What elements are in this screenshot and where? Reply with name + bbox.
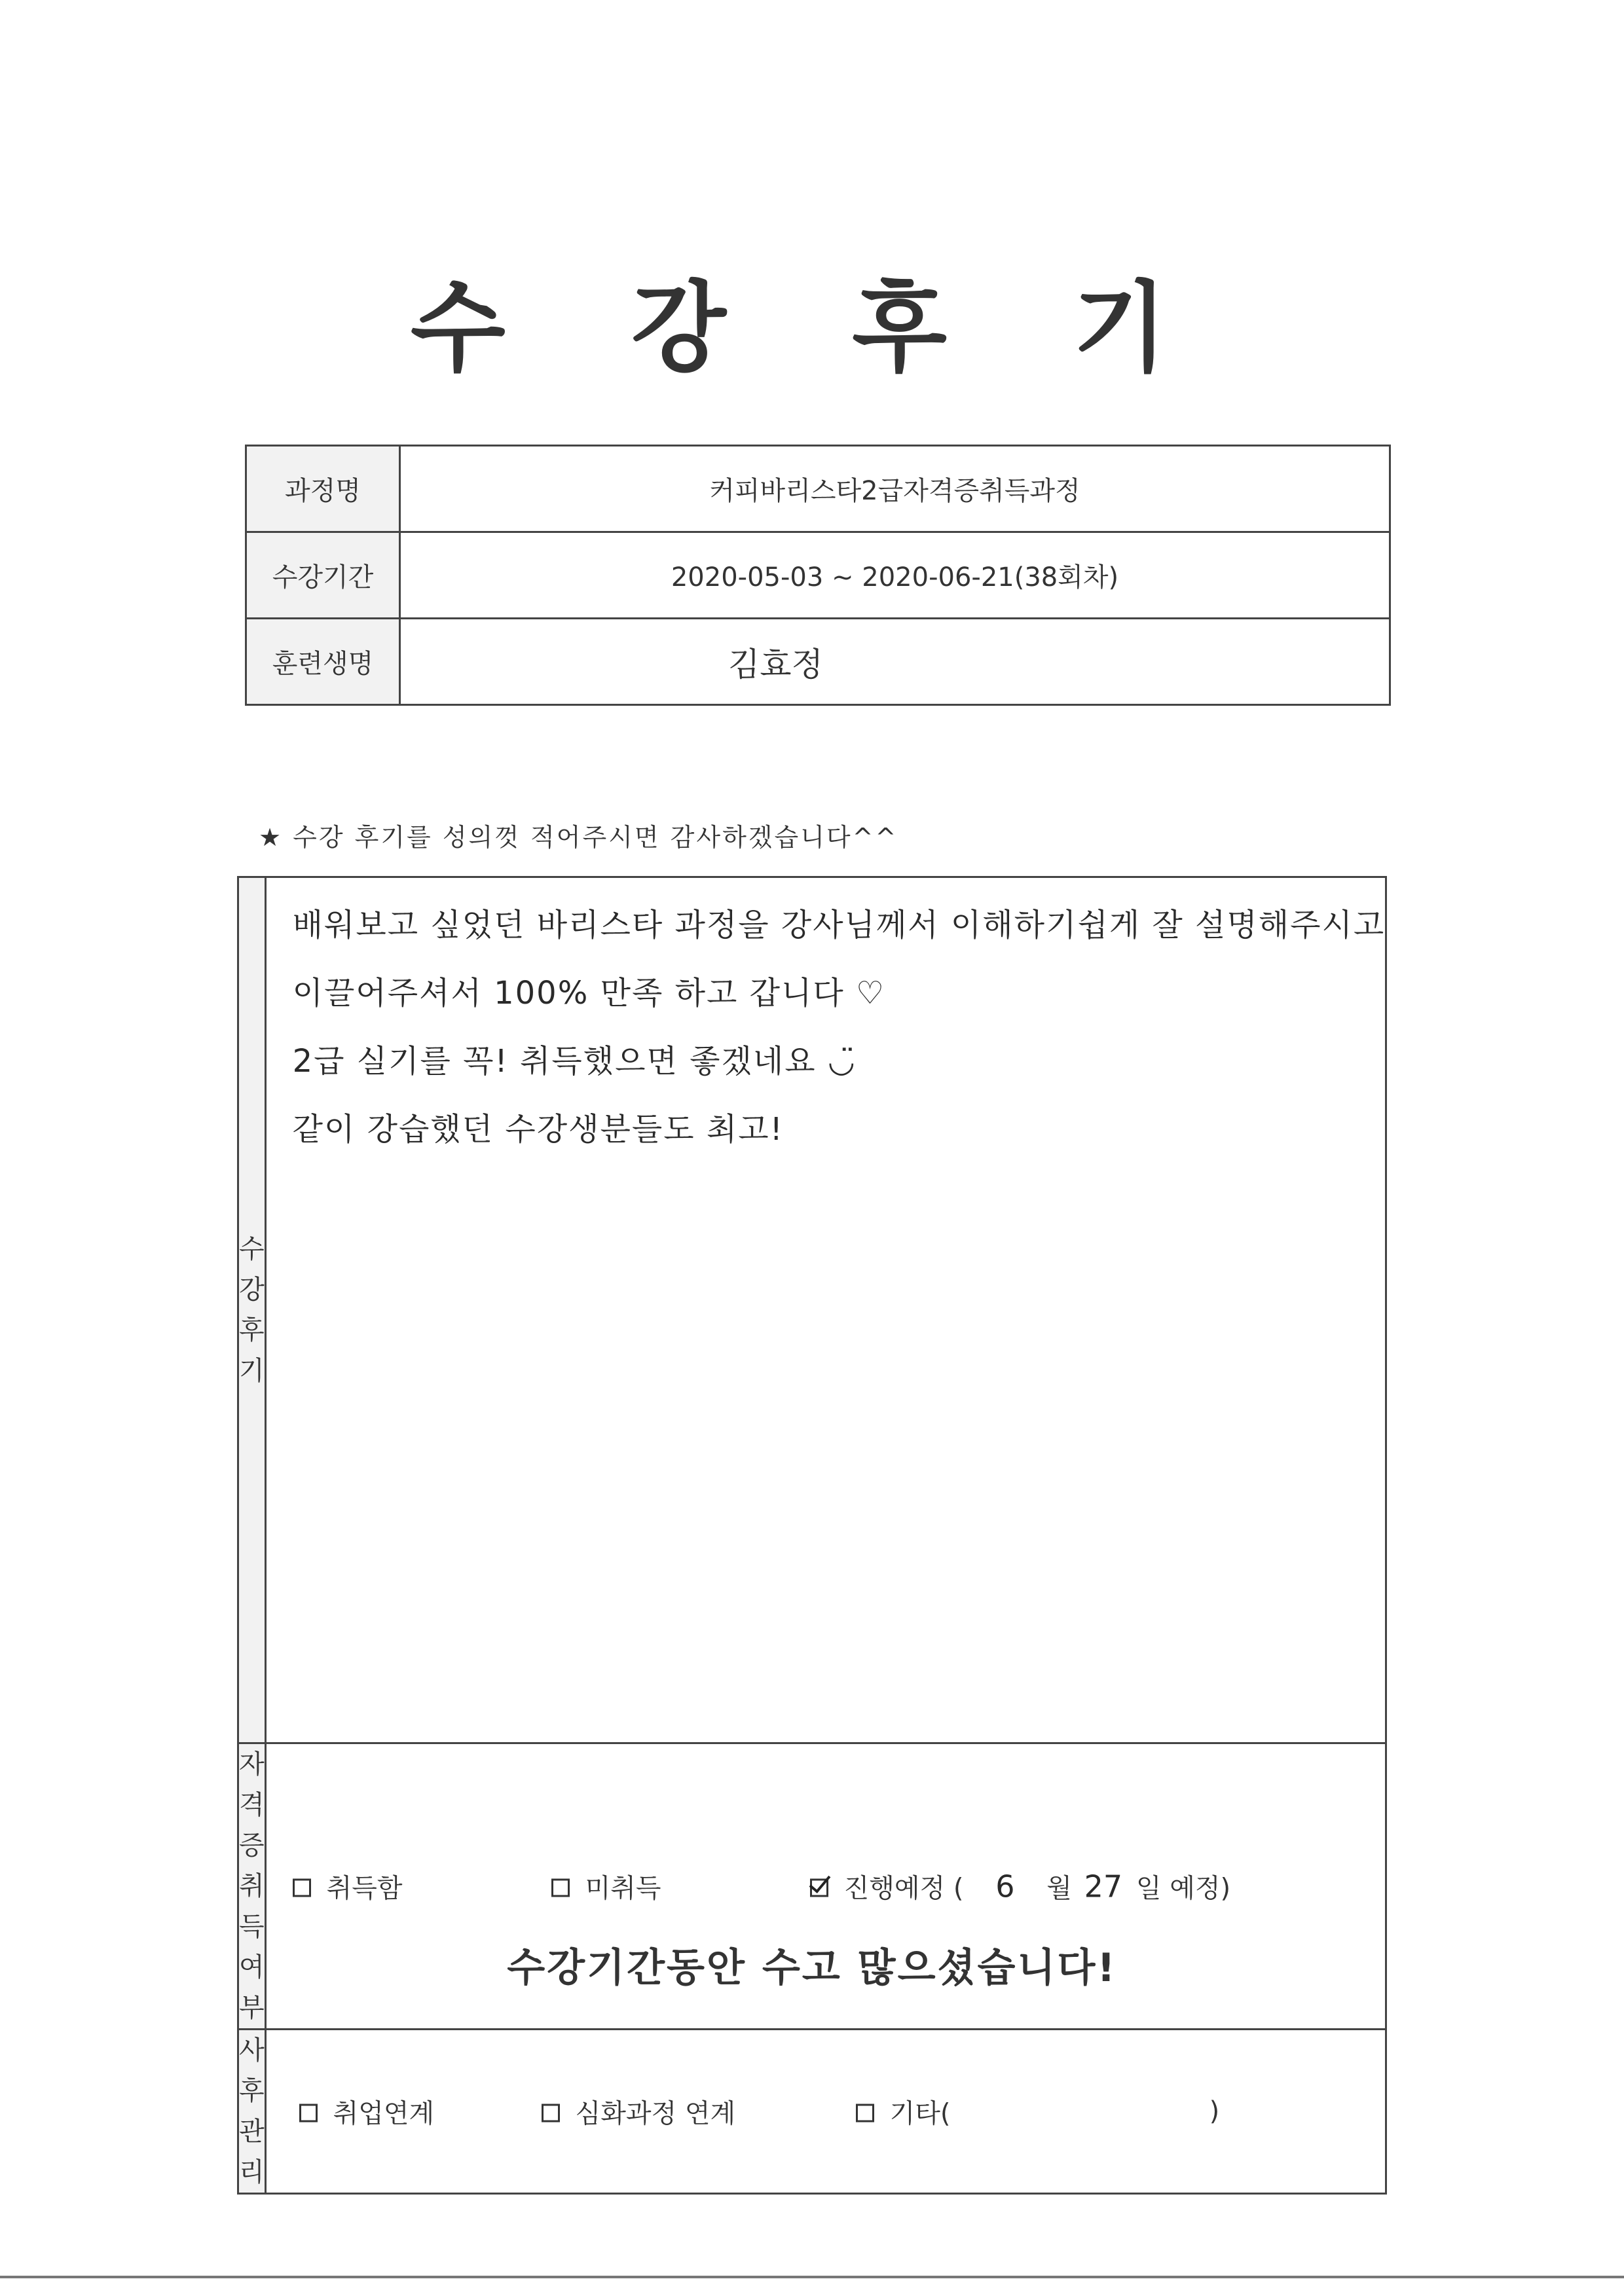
option-other-label: 기타(	[889, 2098, 951, 2129]
course-info-table	[245, 445, 1391, 706]
aftercare-label: 사후관리	[238, 2030, 266, 2194]
checkbox-advanced[interactable]	[542, 2104, 560, 2123]
trainee-name-handwritten: 김효정	[400, 619, 1390, 705]
review-line: 같이 강습했던 수강생분들도 최고!	[292, 1111, 784, 1148]
option-not-acquired[interactable]	[551, 1868, 661, 1905]
review-notice: ★ 수강 후기를 성의껏 적어주시면 감사하겠습니다^^	[259, 823, 898, 852]
planned-day: 27	[1084, 1868, 1123, 1904]
review-line: 2급 실기를 꼭! 취득했으면 좋겠네요 ◡̈	[292, 1043, 857, 1080]
checkbox-acquired[interactable]	[293, 1879, 311, 1897]
aftercare-row	[238, 2030, 1386, 2194]
checkbox-not-acquired[interactable]	[551, 1879, 570, 1897]
month-unit: 월	[1046, 1873, 1072, 1904]
review-label: 수강후기	[238, 877, 266, 1743]
page-title: 수 강 후 기	[410, 272, 1214, 386]
period-row	[246, 532, 1390, 619]
footer-message: 수강기간동안 수고 많으셨습니다!	[507, 1945, 1117, 1991]
trainee-row	[246, 619, 1390, 705]
option-advanced[interactable]	[542, 2093, 736, 2130]
certification-label-line2: 취득여부	[239, 1871, 265, 2023]
checkbox-employment[interactable]	[299, 2104, 318, 2123]
option-not-acquired-label: 미취득	[585, 1873, 661, 1904]
aftercare-options	[265, 2030, 1386, 2194]
option-acquired[interactable]	[293, 1868, 403, 1905]
option-acquired-label: 취득함	[326, 1873, 403, 1904]
planned-month: 6	[995, 1868, 1015, 1904]
option-employment-label: 취업연계	[333, 2098, 435, 2129]
course-label: 과정명	[246, 446, 400, 532]
review-line: 이끌어주셔서 100% 만족 하고 갑니다 ♡	[292, 975, 885, 1011]
review-row	[238, 877, 1386, 1743]
option-planned-label: 진행예정 (	[843, 1873, 964, 1904]
review-table	[237, 876, 1387, 2195]
option-employment[interactable]	[299, 2093, 435, 2130]
scan-edge-line	[0, 2276, 1624, 2278]
checkbox-other[interactable]	[856, 2104, 874, 2123]
trainee-label: 훈련생명	[246, 619, 400, 705]
checkbox-planned-checked[interactable]	[810, 1879, 828, 1897]
review-handwritten-text	[265, 877, 1386, 1743]
option-planned[interactable]	[810, 1868, 1230, 1905]
course-value: 커피바리스타2급자격증취득과정	[400, 446, 1390, 532]
option-advanced-label: 심화과정 연계	[575, 2098, 736, 2129]
option-other-close: )	[1209, 2096, 1220, 2126]
course-row	[246, 446, 1390, 532]
certification-label-line1: 자격증	[239, 1749, 265, 1861]
review-line: 배워보고 싶었던 바리스타 과정을 강사님께서 이해하기쉽게 잘 설명해주시고	[292, 907, 1386, 943]
period-value: 2020-05-03 ~ 2020-06-21(38회차)	[400, 532, 1390, 619]
option-other[interactable]	[856, 2093, 951, 2130]
day-unit: 일 예정)	[1135, 1873, 1231, 1904]
period-label: 수강기간	[246, 532, 400, 619]
